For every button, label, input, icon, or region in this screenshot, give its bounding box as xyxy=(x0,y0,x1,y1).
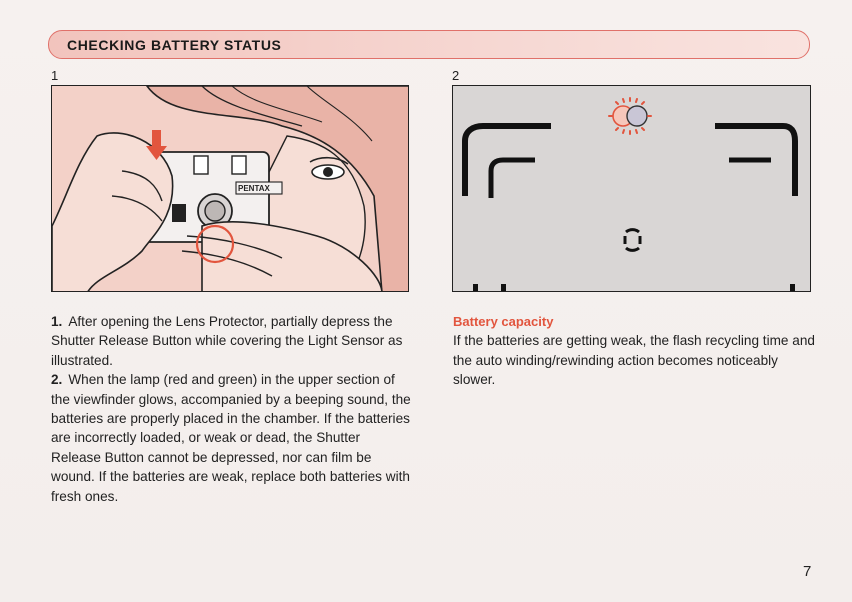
battery-capacity-section xyxy=(453,312,815,390)
figure-1-illustration xyxy=(51,85,409,292)
figure-2-viewfinder xyxy=(452,85,811,292)
instruction-step-1 xyxy=(51,312,413,370)
step-2-text: When the lamp (red and green) in the upper section of the viewfinder glows, accompanied by a beeping sound, the batteries are properly placed in the chamber. If the batteries are incorrectly loaded, or weak or dead, the Shutter Release Button cannot be depressed, nor can film be wound. If the batteries are weak, replace both batteries with fresh ones. xyxy=(51,372,411,504)
instruction-step-2 xyxy=(51,370,413,506)
instructions-column xyxy=(51,312,413,506)
step-1-number: 1. xyxy=(51,314,63,329)
step-2-number: 2. xyxy=(51,372,63,388)
section-header-bar xyxy=(48,30,810,59)
step-1-text: After opening the Lens Protector, partially depress the Shutter Release Button while covering the Light Sensor as illustrated. xyxy=(51,314,403,368)
figure-1-number: 1 xyxy=(51,68,59,83)
camera-holding-illustration xyxy=(52,86,409,292)
viewfinder-diagram xyxy=(453,86,811,292)
battery-capacity-text: If the batteries are getting weak, the flash recycling time and the auto winding/rewinding action becomes noticeably slower. xyxy=(453,333,815,388)
camera-brand-label: PENTAX xyxy=(238,184,270,193)
section-title: CHECKING BATTERY STATUS xyxy=(67,37,282,53)
figure-2-number: 2 xyxy=(452,68,460,83)
battery-capacity-heading: Battery capacity xyxy=(453,314,554,329)
page-number: 7 xyxy=(803,563,812,580)
